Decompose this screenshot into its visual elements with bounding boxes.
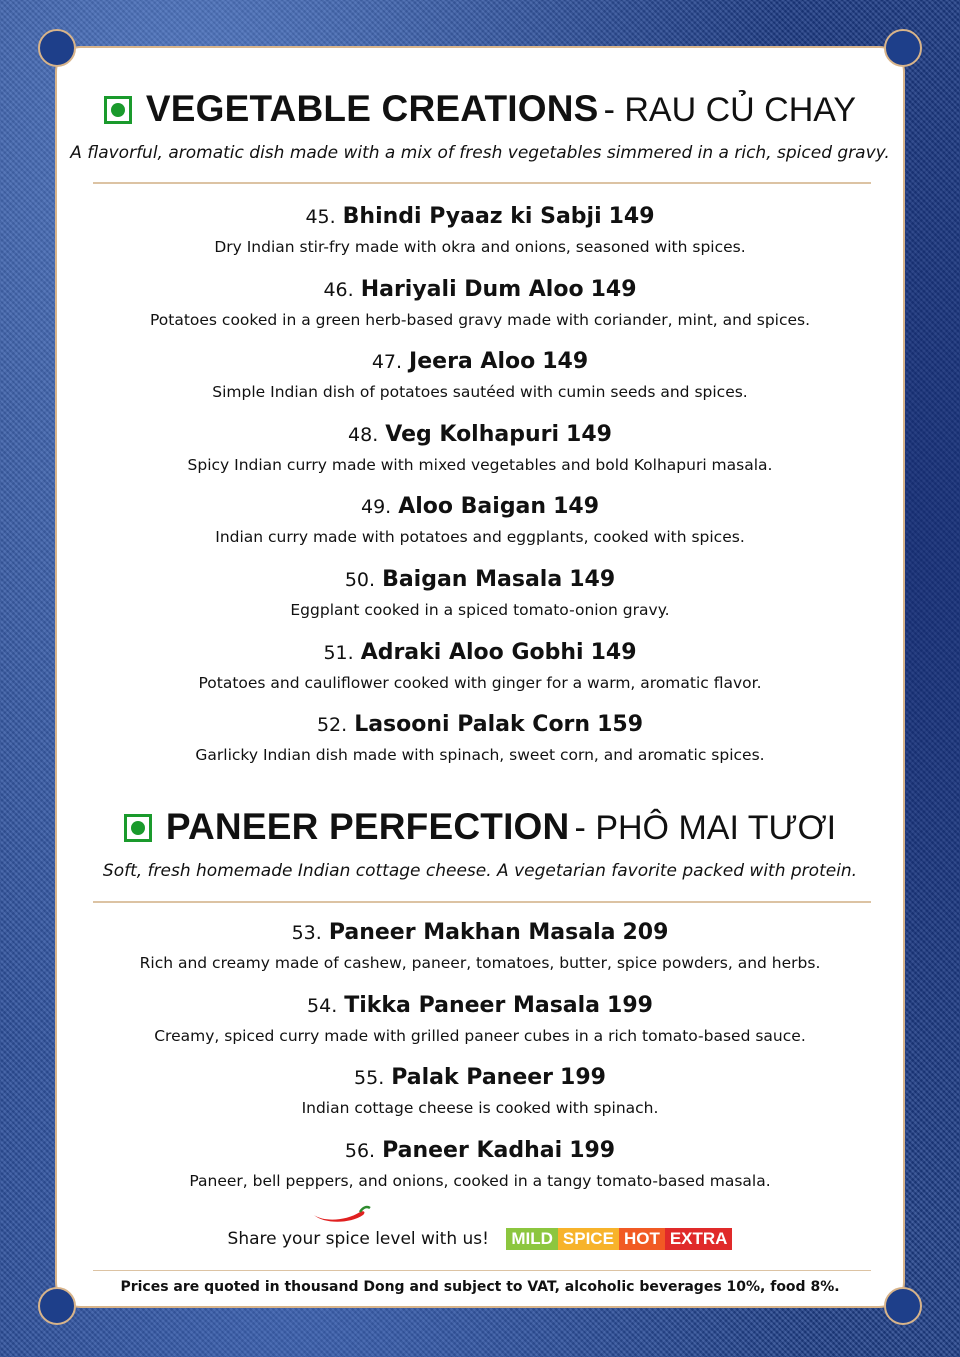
item-description: Eggplant cooked in a spiced tomato-onion gravy. xyxy=(290,600,670,619)
menu-list-paneer xyxy=(57,917,903,1207)
item-price: 149 xyxy=(590,276,637,302)
spice-level-mild: MILD xyxy=(506,1228,558,1250)
item-price: 149 xyxy=(566,421,612,447)
item-name: Hariyali Dum Aloo xyxy=(360,276,584,302)
item-description: Potatoes cooked in a green herb-based gravy made with coriander, mint, and spices. xyxy=(149,310,811,329)
menu-item xyxy=(57,346,903,419)
item-price: 149 xyxy=(590,639,637,665)
item-description: Dry Indian stir-fry made with okra and onions, seasoned with spices. xyxy=(214,238,746,256)
menu-item xyxy=(57,274,903,347)
item-price: 199 xyxy=(607,992,653,1018)
item-name: Paneer Makhan Masala xyxy=(328,920,616,945)
item-number: 46. xyxy=(323,278,354,301)
menu-item xyxy=(57,1135,903,1208)
item-name: Bhindi Pyaaz ki Sabji xyxy=(342,204,602,229)
item-description: Indian cottage cheese is cooked with spinach. xyxy=(301,1099,659,1118)
menu-item xyxy=(57,1062,903,1135)
item-name: Veg Kolhapuri xyxy=(385,421,560,447)
menu-item xyxy=(57,419,903,492)
item-number: 49. xyxy=(360,496,392,519)
item-name: Palak Paneer xyxy=(391,1065,554,1091)
item-number: 50. xyxy=(344,568,376,591)
section-heading-vegetable xyxy=(57,88,903,130)
menu-item-title xyxy=(57,1135,903,1165)
item-number: 52. xyxy=(316,714,348,737)
menu-panel xyxy=(55,46,905,1308)
menu-item xyxy=(57,564,903,637)
menu-item-title xyxy=(57,917,903,947)
item-number: 48. xyxy=(348,423,379,446)
item-name: Lasooni Palak Corn xyxy=(354,712,591,738)
item-name: Baigan Masala xyxy=(382,566,563,592)
menu-item-title xyxy=(57,491,903,521)
section-subtitle: - PHÔ MAI TƯƠI xyxy=(574,809,837,847)
menu-item-title xyxy=(57,564,903,594)
divider xyxy=(93,901,871,903)
price-footnote: Prices are quoted in thousand Dong and subject to VAT, alcoholic beverages 10%, food 8%. xyxy=(120,1279,840,1295)
item-number: 45. xyxy=(305,206,336,228)
item-price: 149 xyxy=(569,566,616,592)
menu-item-title xyxy=(57,1062,903,1092)
section-title: PANEER PERFECTION xyxy=(165,806,570,847)
menu-item xyxy=(57,637,903,710)
item-description: Indian curry made with potatoes and eggplants, cooked with spices. xyxy=(215,528,745,547)
vegetarian-icon xyxy=(104,96,132,124)
item-name: Aloo Baigan xyxy=(398,494,547,520)
item-number: 53. xyxy=(291,922,322,944)
item-description: Simple Indian dish of potatoes sautéed with cumin seeds and spices. xyxy=(212,383,748,402)
item-description: Garlicky Indian dish made with spinach, sweet corn, and aromatic spices. xyxy=(195,746,765,765)
item-number: 54. xyxy=(307,994,338,1017)
item-price: 209 xyxy=(622,920,669,945)
panel-corner xyxy=(884,29,922,67)
panel-corner xyxy=(38,29,76,67)
vegetarian-icon xyxy=(124,814,152,842)
item-description: Paneer, bell peppers, and onions, cooked in a tangy tomato-based masala. xyxy=(189,1171,771,1190)
menu-item-title xyxy=(57,709,903,739)
item-name: Paneer Kadhai xyxy=(382,1137,563,1163)
item-name: Tikka Paneer Masala xyxy=(344,992,601,1018)
item-number: 55. xyxy=(354,1067,385,1090)
spice-level-row xyxy=(57,1228,903,1250)
item-price: 199 xyxy=(560,1065,606,1091)
item-price: 199 xyxy=(569,1137,616,1163)
divider xyxy=(93,182,871,184)
section-description: Soft, fresh homemade Indian cottage cheese. A vegetarian favorite packed with protein. xyxy=(102,861,858,881)
menu-item xyxy=(57,917,903,990)
section-subtitle: - RAU CỦ CHAY xyxy=(603,91,857,129)
item-description: Rich and creamy made of cashew, paneer, tomatoes, butter, spice powders, and herbs. xyxy=(139,954,821,972)
menu-item xyxy=(57,201,903,274)
spice-level-extra: EXTRA xyxy=(665,1228,733,1250)
section-heading-paneer xyxy=(57,806,903,848)
menu-item-title xyxy=(57,419,903,449)
divider xyxy=(93,1270,871,1271)
menu-item-title xyxy=(57,990,903,1020)
menu-item xyxy=(57,990,903,1063)
spice-prompt xyxy=(228,1229,495,1249)
item-number: 47. xyxy=(371,351,403,374)
item-name: Adraki Aloo Gobhi xyxy=(360,639,584,665)
item-description: Spicy Indian curry made with mixed vegetables and bold Kolhapuri masala. xyxy=(187,455,773,474)
item-price: 149 xyxy=(542,349,589,375)
menu-item-title xyxy=(57,637,903,667)
section-description: A flavorful, aromatic dish made with a mix of fresh vegetables simmered in a rich, spiced gravy. xyxy=(70,143,890,163)
menu-item xyxy=(57,491,903,564)
menu-item-title xyxy=(57,201,903,231)
item-price: 159 xyxy=(597,712,644,738)
item-name: Jeera Aloo xyxy=(409,349,536,375)
spice-level-spice: SPICE xyxy=(558,1228,619,1250)
menu-item-title xyxy=(57,346,903,376)
spice-level-scale xyxy=(506,1228,732,1250)
menu-item-title xyxy=(57,274,903,304)
section-title: VEGETABLE CREATIONS xyxy=(145,88,599,129)
item-description: Creamy, spiced curry made with grilled paneer cubes in a rich tomato-based sauce. xyxy=(154,1026,806,1045)
item-price: 149 xyxy=(553,494,600,520)
item-number: 51. xyxy=(323,641,354,664)
menu-list-vegetable xyxy=(57,201,903,782)
item-number: 56. xyxy=(344,1139,376,1162)
item-description: Potatoes and cauliflower cooked with ginger for a warm, aromatic flavor. xyxy=(198,673,762,692)
spice-level-hot: HOT xyxy=(619,1228,665,1250)
menu-item xyxy=(57,709,903,782)
chili-pepper-icon xyxy=(310,1203,372,1223)
item-price: 149 xyxy=(608,204,655,229)
spice-prompt-text: Share your spice level with us! xyxy=(227,1229,489,1249)
